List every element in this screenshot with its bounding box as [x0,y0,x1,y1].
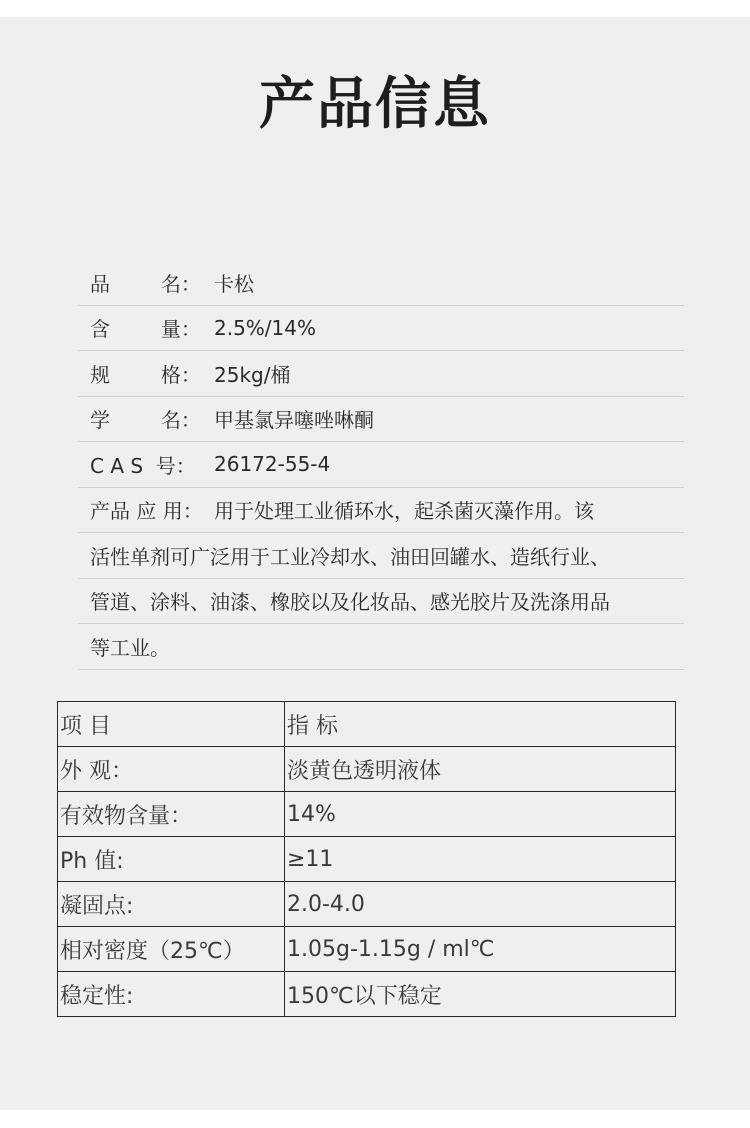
info-value: 卡松 [214,271,254,296]
table-row [58,792,676,837]
info-value: 25kg/桶 [214,362,291,387]
spec-value: 1.05g-1.15g / ml℃ [285,927,676,972]
info-label: 品 名： [90,271,201,296]
info-row-cas [78,442,684,488]
spec-item: 凝固点: [58,882,285,927]
info-row-content [78,306,684,352]
spec-table-header [58,702,676,747]
info-value: 活性单剂可广泛用于工业冷却水、油田回罐水、造纸行业、 [90,544,610,569]
info-value: 管道、涂料、油漆、橡胶以及化妆品、感光胶片及洗涤用品 [90,590,610,615]
info-value: 等工业。 [90,635,170,660]
spec-table [57,701,676,1017]
spec-item: 稳定性: [58,972,285,1017]
spec-item: 外 观： [58,747,285,792]
application-continuation [78,579,684,625]
info-row-application [78,488,684,534]
page-title: 产品信息 [259,72,491,137]
spec-value: 14% [285,792,676,837]
info-label: 学 名： [90,408,201,433]
info-label: 含 量： [90,317,201,342]
spec-value: 150℃以下稳定 [285,972,676,1017]
spec-item: Ph 值: [58,837,285,882]
header-item: 项 目 [58,702,285,747]
spec-item: 相对密度（25℃） [58,927,285,972]
spec-value: 2.0-4.0 [285,882,676,927]
product-info-list [78,260,684,670]
info-value: 26172-55-4 [214,452,331,477]
table-row [58,927,676,972]
info-value: 用于处理工业循环水，起杀菌灭藻作用。该 [214,499,594,524]
application-continuation [78,624,684,670]
info-label: C A S 号： [90,453,196,478]
application-continuation [78,533,684,579]
table-row [58,747,676,792]
spec-value: 淡黄色透明液体 [285,747,676,792]
info-row-scientific-name [78,397,684,443]
info-row-spec [78,351,684,397]
info-label: 产品 应 用： [90,499,203,524]
table-row [58,837,676,882]
table-row [58,972,676,1017]
spec-item: 有效物含量： [58,792,285,837]
info-value: 甲基氯异噻唑啉酮 [214,408,374,433]
info-value: 2.5%/14% [214,315,317,340]
spec-value: ≥11 [285,837,676,882]
info-label: 规 格： [90,362,201,387]
info-row-name [78,260,684,306]
header-index: 指 标 [285,702,676,747]
table-row [58,882,676,927]
